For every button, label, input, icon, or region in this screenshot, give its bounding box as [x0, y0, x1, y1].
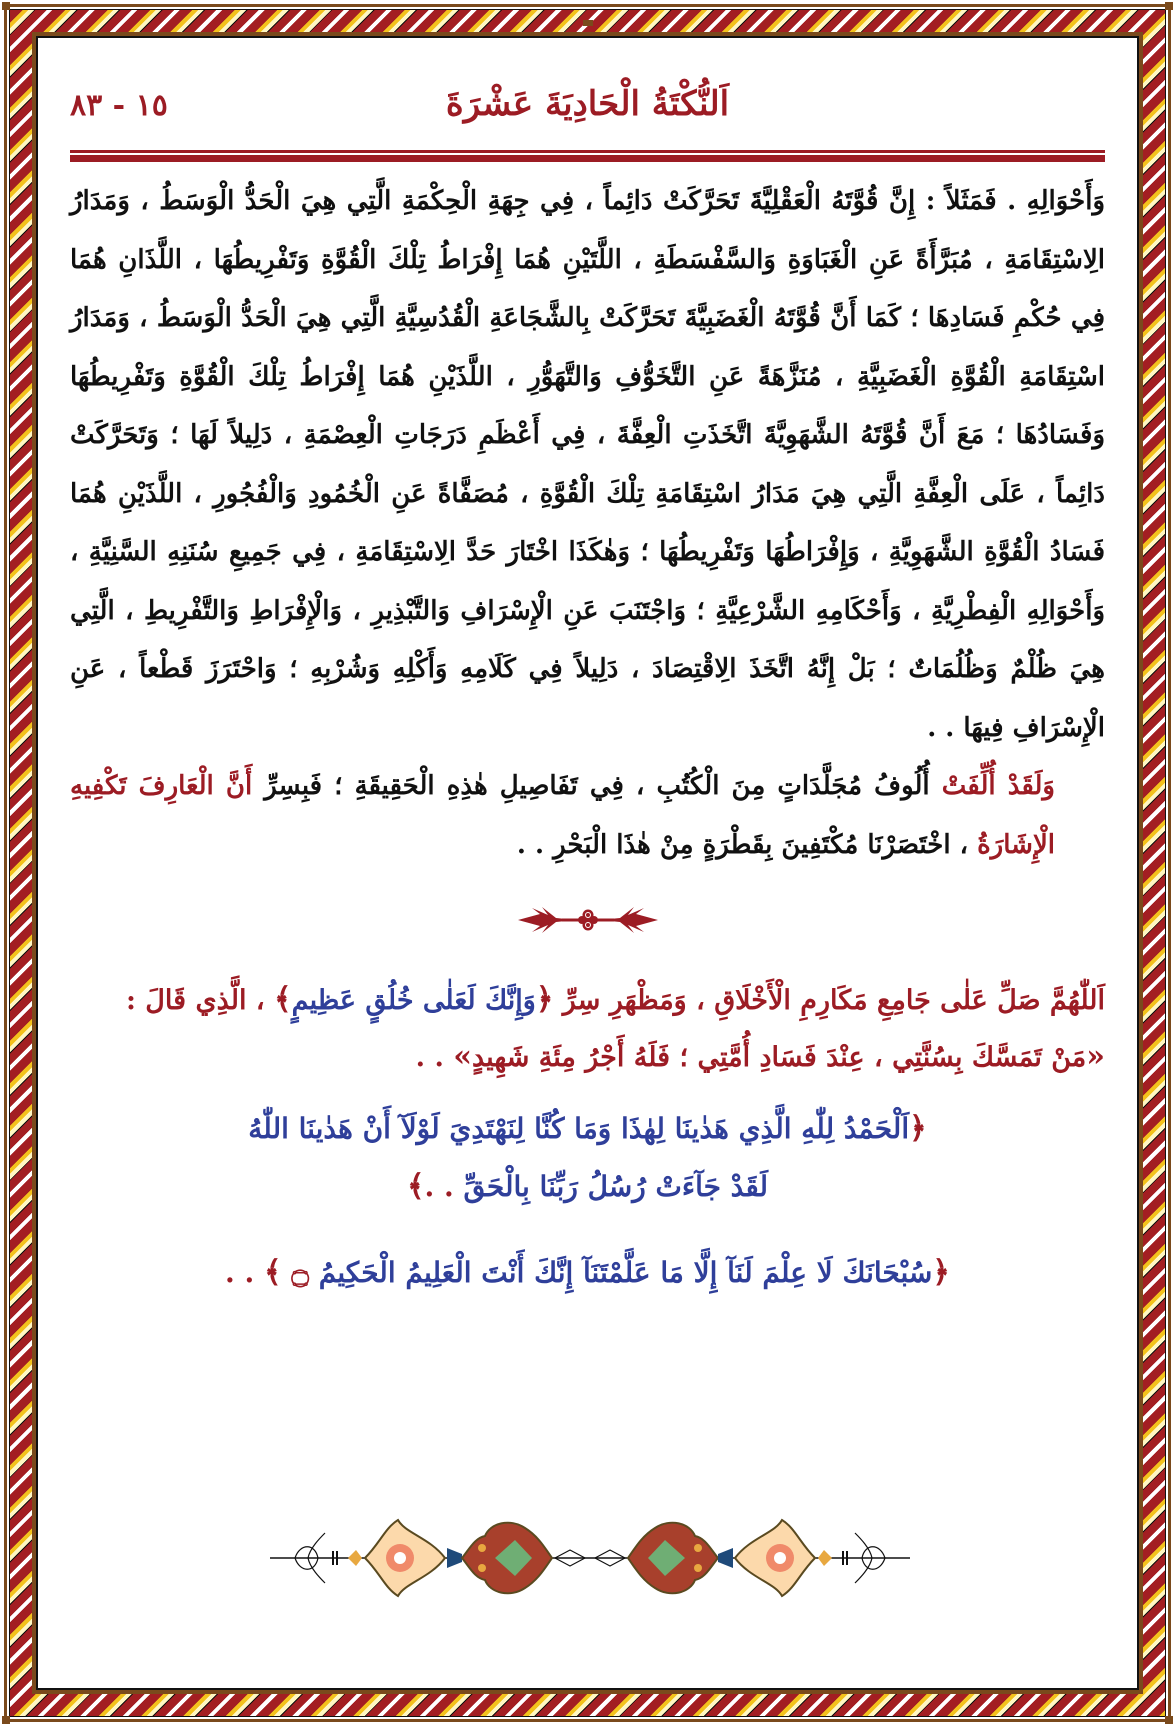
prayer-end: . . — [415, 1042, 454, 1073]
paragraph-2-proverb: أَنَّ الْعَارِفَ تَكْفِيهِ الْإِشَارَةُ — [70, 771, 1055, 860]
corner-ornament-top-left — [2, 2, 10, 10]
corner-ornament-top-right — [1165, 2, 1173, 10]
body-text — [70, 172, 1105, 874]
prayer-part-1: اَللّٰهُمَّ صَلِّ عَلٰى جَامِعِ مَكَارِمِ الْأَخْلَاقِ ، وَمَظْهَرِ سِرِّ — [553, 985, 1105, 1016]
section-divider-ornament — [70, 892, 1105, 948]
ayah-end-mark-icon: ۝ — [291, 1255, 309, 1290]
quran-quote: وَإِنَّكَ لَعَلٰى خُلُقٍ عَظِيمٍ — [291, 985, 536, 1016]
verse-2-close-bracket: ﴾ — [264, 1255, 282, 1290]
page-number: ١٥ - ٨٣ — [70, 88, 168, 123]
hadith-quote: مَنْ تَمَسَّكَ بِسُنَّتِي ، عِنْدَ فَسَادِ أُمَّتِي ؛ فَلَهُ أَجْرُ مِئَةِ شَهِيدٍ — [472, 1042, 1087, 1073]
paragraph-2-middle: أُلُوفُ مُجَلَّدَاتٍ مِنَ الْكُتُبِ ، فِي تَفَاصِيلِ هٰذِهِ الْحَقِيقَةِ ؛ فَبِسِرِّ — [252, 771, 942, 801]
salawat-prayer — [70, 972, 1105, 1086]
paragraph-2-lead: وَلَقَدْ أُلِّفَتْ — [941, 771, 1055, 801]
chapter-title: اَلنُّكْتَةُ الْحَادِيَةَ عَشْرَةَ — [445, 84, 730, 124]
verse-1-dots: . . — [424, 1170, 464, 1203]
prayer-part-2: ، الَّذِي قَالَ : — [125, 985, 275, 1016]
paragraph-2-end: ، اخْتَصَرْنَا مُكْتَفِينَ بِقَطْرَةٍ مِنْ هٰذَا الْبَحْرِ . . — [516, 829, 978, 860]
quran-open-bracket: ﴿ — [535, 982, 554, 1017]
corner-ornament-bottom-right — [1165, 1716, 1173, 1724]
quran-close-bracket: ﴾ — [274, 982, 292, 1017]
header-double-rule — [70, 150, 1105, 162]
hadith-open-bracket: « — [1086, 1039, 1105, 1074]
verse-1-line-2-text: لَقَدْ جَآءَتْ رُسُلُ رَبِّنَا بِالْحَقِّ — [463, 1170, 769, 1203]
paragraph-1: وَأَحْوَالِهِ . فَمَثَلاً : إِنَّ قُوَّتَهُ الْعَقْلِيَّةَ تَحَرَّكَتْ دَائِماً ، فِي جِهَةِ الْحِكْمَةِ الَّتِي هِيَ الْحَدُّ الْوَسَطُ ، وَمَدَارُ الِاسْتِقَامَةِ ، مُبَرَّأَةً عَنِ الْغَبَاوَةِ وَالسَّفْسَطَةِ ، اللَّتَيْنِ هُمَا إِفْرَاطُ تِلْكَ الْقُوَّةِ وَتَفْرِيطُهَا ، اللَّذَانِ هُمَا فِي حُكْمِ فَسَادِهَا ؛ كَمَا أَنَّ قُوَّتَهُ الْغَضَبِيَّةَ تَحَرَّكَتْ بِالشَّجَاعَةِ الْقُدُسِيَّةِ الَّتِي هِيَ الْحَدُّ الْوَسَطُ ، وَمَدَارُ اسْتِقَامَةِ الْقُوَّةِ الْغَضَبِيَّةِ ، مُنَزَّهَةً عَنِ التَّخَوُّفِ وَالتَّهَوُّرِ ، اللَّذَيْنِ هُمَا إِفْرَاطُ تِلْكَ الْقُوَّةِ وَتَفْرِيطُهَا وَفَسَادُهَا ؛ مَعَ أَنَّ قُوَّتَهُ الشَّهَوِيَّةَ اتَّخَذَتِ الْعِفَّةَ ، فِي أَعْظَمِ دَرَجَاتِ الْعِصْمَةِ ، دَلِيلاً لَهَا ؛ وَتَحَرَّكَتْ دَائِماً ، عَلَى الْعِفَّةِ الَّتِي هِيَ مَدَارُ اسْتِقَامَةِ تِلْكَ الْقُوَّةِ ، مُصَفَّاةً عَنِ الْخُمُودِ وَالْفُجُورِ ، اللَّذَيْنِ هُمَا فَسَادُ الْقُوَّةِ الشَّهَوِيَّةِ ، وَإِفْرَاطُهَا وَتَفْرِيطُهَا ؛ وَهٰكَذَا اخْتَارَ حَدَّ الِاسْتِقَامَةِ ، فِي جَمِيعِ سُنَنِهِ السَّنِيَّةِ ، وَأَحْوَالِهِ الْفِطْرِيَّةِ ، وَأَحْكَامِهِ الشَّرْعِيَّةِ ؛ وَاجْتَنَبَ عَنِ الْإِسْرَافِ وَالتَّبْذِيرِ ، وَالْإِفْرَاطِ وَالتَّفْرِيطِ ، الَّتِي هِيَ ظُلْمٌ وَظُلُمَاتٌ ؛ بَلْ إِنَّهُ اتَّخَذَ الِاقْتِصَادَ ، دَلِيلاً فِي كَلَامِهِ وَأَكْلِهِ وَشُرْبِهِ ؛ وَاحْتَرَزَ قَطْعاً ، عَنِ الْإِسْرَافِ فِيهَا . . — [70, 186, 1105, 743]
page-content — [70, 80, 1105, 1302]
verse-1-line-1 — [70, 1100, 1105, 1158]
floral-divider-icon — [518, 905, 658, 935]
verse-1-open-bracket: ﴿ — [909, 1111, 927, 1146]
corner-ornament-bottom-left — [2, 1716, 10, 1724]
arabesque-ornament-icon — [270, 1508, 910, 1608]
page-header — [70, 80, 1105, 148]
verse-2-open-bracket: ﴿ — [932, 1255, 950, 1290]
verse-subhanaka — [70, 1244, 1105, 1302]
closing-ornament — [270, 1508, 910, 1608]
verse-alhamdulillah — [70, 1100, 1105, 1216]
hadith-close-bracket: » — [453, 1039, 472, 1074]
verse-2-text: سُبْحَانَكَ لَا عِلْمَ لَنَآ إِلَّا مَا عَلَّمْتَنَآ إِنَّكَ أَنْتَ الْعَلِيمُ الْحَكِيمُ — [318, 1256, 933, 1289]
paragraph-2 — [70, 757, 1105, 874]
verse-1-close-bracket: ﴾ — [406, 1169, 425, 1204]
top-center-marker — [583, 20, 593, 26]
verse-1-line-1-text: اَلْحَمْدُ لِلّٰهِ الَّذِي هَدٰينَا لِهٰذَا وَمَا كُنَّا لِنَهْتَدِيَ لَوْلَآ أَنْ هَدٰينَا اللّٰهُ — [248, 1112, 910, 1145]
verse-1-line-2 — [70, 1158, 1105, 1216]
verse-2-dots: . . — [225, 1256, 265, 1289]
